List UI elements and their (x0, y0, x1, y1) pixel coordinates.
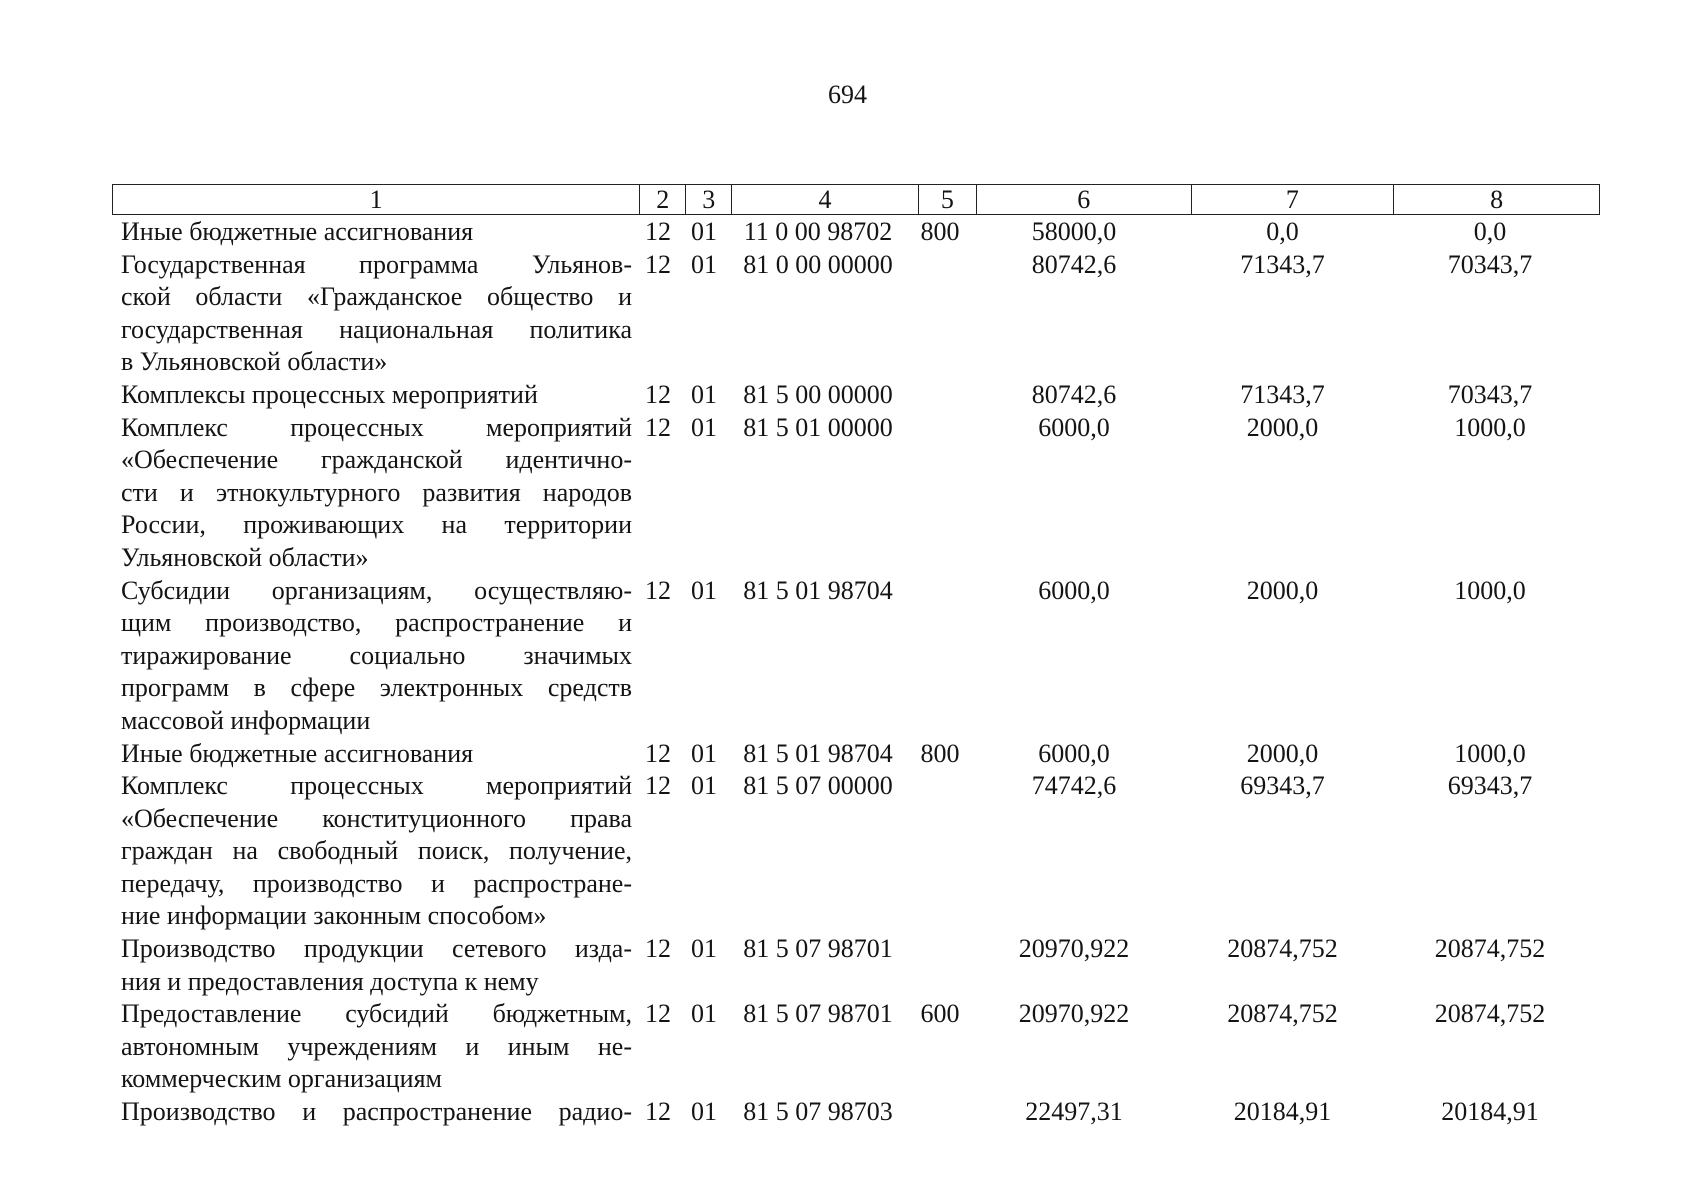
cell-col-6: 74742,6 (1031, 771, 1117, 801)
cell-col-8: 69343,7 (1447, 771, 1533, 801)
cell-col-6: 80742,6 (1031, 379, 1117, 409)
cell-col-5 (912, 249, 968, 379)
header-col-3: 3 (686, 185, 732, 214)
header-col-2: 2 (640, 185, 686, 214)
row-name (112, 575, 632, 738)
row-name (112, 412, 632, 575)
row-name-line: щим производство, распространение и (121, 608, 632, 638)
row-name (112, 933, 632, 998)
page-number: 694 (828, 80, 867, 109)
cell-col-4: 81 5 01 98704 (743, 575, 893, 605)
cell-col-5 (912, 379, 968, 412)
cell-col-8: 0,0 (1473, 217, 1507, 246)
row-name-line: массовой информации (121, 705, 371, 735)
cell-col-2: 12 (645, 379, 671, 409)
row-name (112, 1096, 632, 1129)
cell-col-2: 12 (645, 738, 671, 768)
table-body (112, 216, 1600, 1129)
row-name-line: Производство и распространение радио- (121, 1097, 632, 1127)
cell-col-8: 1000,0 (1454, 738, 1526, 768)
cell-col-4: 81 5 00 00000 (743, 379, 893, 409)
row-name-line: Государственная программа Ульянов- (121, 249, 632, 279)
cell-col-7: 2000,0 (1246, 738, 1319, 768)
cell-col-3: 01 (691, 999, 717, 1029)
cell-col-3: 01 (691, 771, 717, 801)
table-header (112, 184, 1600, 215)
row-name (112, 379, 632, 412)
cell-col-7: 71343,7 (1240, 379, 1325, 409)
row-name-line: Субсидии организациям, осуществляю- (121, 575, 632, 605)
table-row (112, 575, 1600, 738)
row-name-line: «Обеспечение конституционного права (121, 803, 632, 833)
table-row (112, 1096, 1600, 1129)
cell-col-7: 0,0 (1266, 217, 1299, 246)
cell-col-5 (912, 770, 968, 933)
row-name-line: коммерческим организациям (121, 1064, 443, 1094)
cell-col-2: 12 (645, 999, 671, 1029)
row-name-line: граждан на свободный поиск, получение, (121, 836, 632, 866)
row-name-line: Комплексы процессных мероприятий (121, 379, 538, 409)
cell-col-7: 20184,91 (1233, 1097, 1332, 1127)
row-name-line: программ в сфере электронных средств (121, 673, 632, 703)
cell-col-4: 81 5 07 98701 (743, 934, 893, 964)
cell-col-6: 6000,0 (1038, 412, 1110, 442)
cell-col-2: 12 (645, 771, 671, 801)
cell-col-3: 01 (691, 934, 717, 964)
row-name-line: ской области «Гражданское общество и (121, 282, 632, 312)
cell-col-5 (912, 933, 968, 998)
table-row (112, 412, 1600, 575)
row-name-line: автономным учреждениям и иным не- (121, 1031, 632, 1061)
cell-col-4: 81 5 01 98704 (743, 738, 893, 768)
cell-col-3: 01 (691, 575, 717, 605)
row-name-line: Комплекс процессных мероприятий (121, 412, 632, 442)
row-name-line: Иные бюджетные ассигнования (121, 738, 474, 768)
table-row (112, 216, 1600, 249)
row-name (112, 249, 632, 379)
cell-col-7: 20874,752 (1227, 999, 1338, 1029)
header-col-8: 8 (1490, 185, 1504, 214)
cell-col-4: 81 5 07 98701 (743, 999, 893, 1029)
row-name (112, 738, 632, 771)
table-row (112, 770, 1600, 933)
cell-col-6: 20970,922 (1018, 934, 1130, 964)
cell-col-5 (912, 1096, 968, 1129)
cell-col-6: 22497,31 (1025, 1097, 1123, 1127)
header-col-4: 4 (732, 185, 919, 214)
header-col-6: 6 (977, 185, 1192, 214)
row-name-line: Предоставление субсидий бюджетным, (121, 999, 632, 1029)
cell-col-3: 01 (691, 738, 717, 768)
cell-col-4: 81 5 01 00000 (743, 412, 893, 442)
row-name (112, 216, 632, 249)
cell-col-6: 6000,0 (1038, 575, 1110, 605)
row-name-line: ние информации законным способом» (121, 901, 547, 931)
cell-col-7: 69343,7 (1240, 771, 1325, 801)
cell-col-4: 81 5 07 00000 (743, 771, 893, 801)
cell-col-2: 12 (645, 934, 671, 964)
cell-col-5: 600 (920, 999, 960, 1029)
cell-col-8: 1000,0 (1454, 412, 1526, 442)
cell-col-5: 800 (920, 738, 960, 768)
cell-col-5: 800 (920, 217, 960, 246)
cell-col-8: 20184,91 (1441, 1097, 1539, 1127)
table-row (112, 933, 1600, 998)
row-name-line: России, проживающих на территории (121, 510, 632, 540)
cell-col-7: 20874,752 (1227, 934, 1338, 964)
row-name-line: государственная национальная политика (121, 314, 632, 344)
cell-col-6: 80742,6 (1031, 249, 1117, 279)
header-col-1: 1 (113, 185, 640, 214)
cell-col-2: 12 (645, 217, 671, 246)
cell-col-6: 20970,922 (1018, 999, 1130, 1029)
cell-col-4: 81 5 07 98703 (743, 1097, 893, 1127)
cell-col-3: 01 (691, 379, 717, 409)
cell-col-5 (912, 575, 968, 738)
cell-col-2: 12 (645, 249, 671, 279)
cell-col-7: 2000,0 (1246, 575, 1319, 605)
table-row (112, 738, 1600, 771)
row-name-line: Иные бюджетные ассигнования (121, 217, 474, 246)
cell-col-2: 12 (645, 412, 671, 442)
cell-col-2: 12 (645, 575, 671, 605)
cell-col-7: 2000,0 (1246, 412, 1319, 442)
table-row (112, 998, 1600, 1096)
row-name-line: Производство продукции сетевого изда- (121, 934, 632, 964)
row-name-line: «Обеспечение гражданской идентично- (121, 445, 632, 475)
row-name-line: сти и этнокультурного развития народов (121, 477, 632, 507)
cell-col-8: 20874,752 (1434, 999, 1546, 1029)
cell-col-8: 1000,0 (1454, 575, 1526, 605)
row-name-line: ния и предоставления доступа к нему (121, 966, 539, 996)
cell-col-4: 81 0 00 00000 (743, 249, 893, 279)
row-name (112, 998, 632, 1096)
cell-col-3: 01 (691, 1097, 717, 1127)
cell-col-8: 70343,7 (1447, 379, 1533, 409)
table-row (112, 249, 1600, 379)
header-col-7: 7 (1192, 185, 1395, 214)
cell-col-7: 71343,7 (1240, 249, 1325, 279)
row-name-line: Комплекс процессных мероприятий (121, 771, 632, 801)
cell-col-8: 70343,7 (1447, 249, 1533, 279)
header-col-5: 5 (919, 185, 977, 214)
row-name (112, 770, 632, 933)
row-name-line: передачу, производство и распростране- (121, 868, 632, 898)
row-name-line: в Ульяновской области» (121, 347, 388, 377)
cell-col-6: 58000,0 (1031, 217, 1117, 246)
row-name-line: тиражирование социально значимых (121, 640, 632, 670)
cell-col-3: 01 (691, 412, 717, 442)
cell-col-5 (912, 412, 968, 575)
row-name-line: Ульяновской области» (121, 542, 369, 572)
cell-col-8: 20874,752 (1434, 934, 1546, 964)
cell-col-3: 01 (691, 217, 717, 246)
cell-col-4: 11 0 00 98702 (743, 217, 893, 246)
cell-col-6: 6000,0 (1038, 738, 1110, 768)
table-row (112, 379, 1600, 412)
cell-col-2: 12 (645, 1097, 671, 1127)
cell-col-3: 01 (691, 249, 717, 279)
